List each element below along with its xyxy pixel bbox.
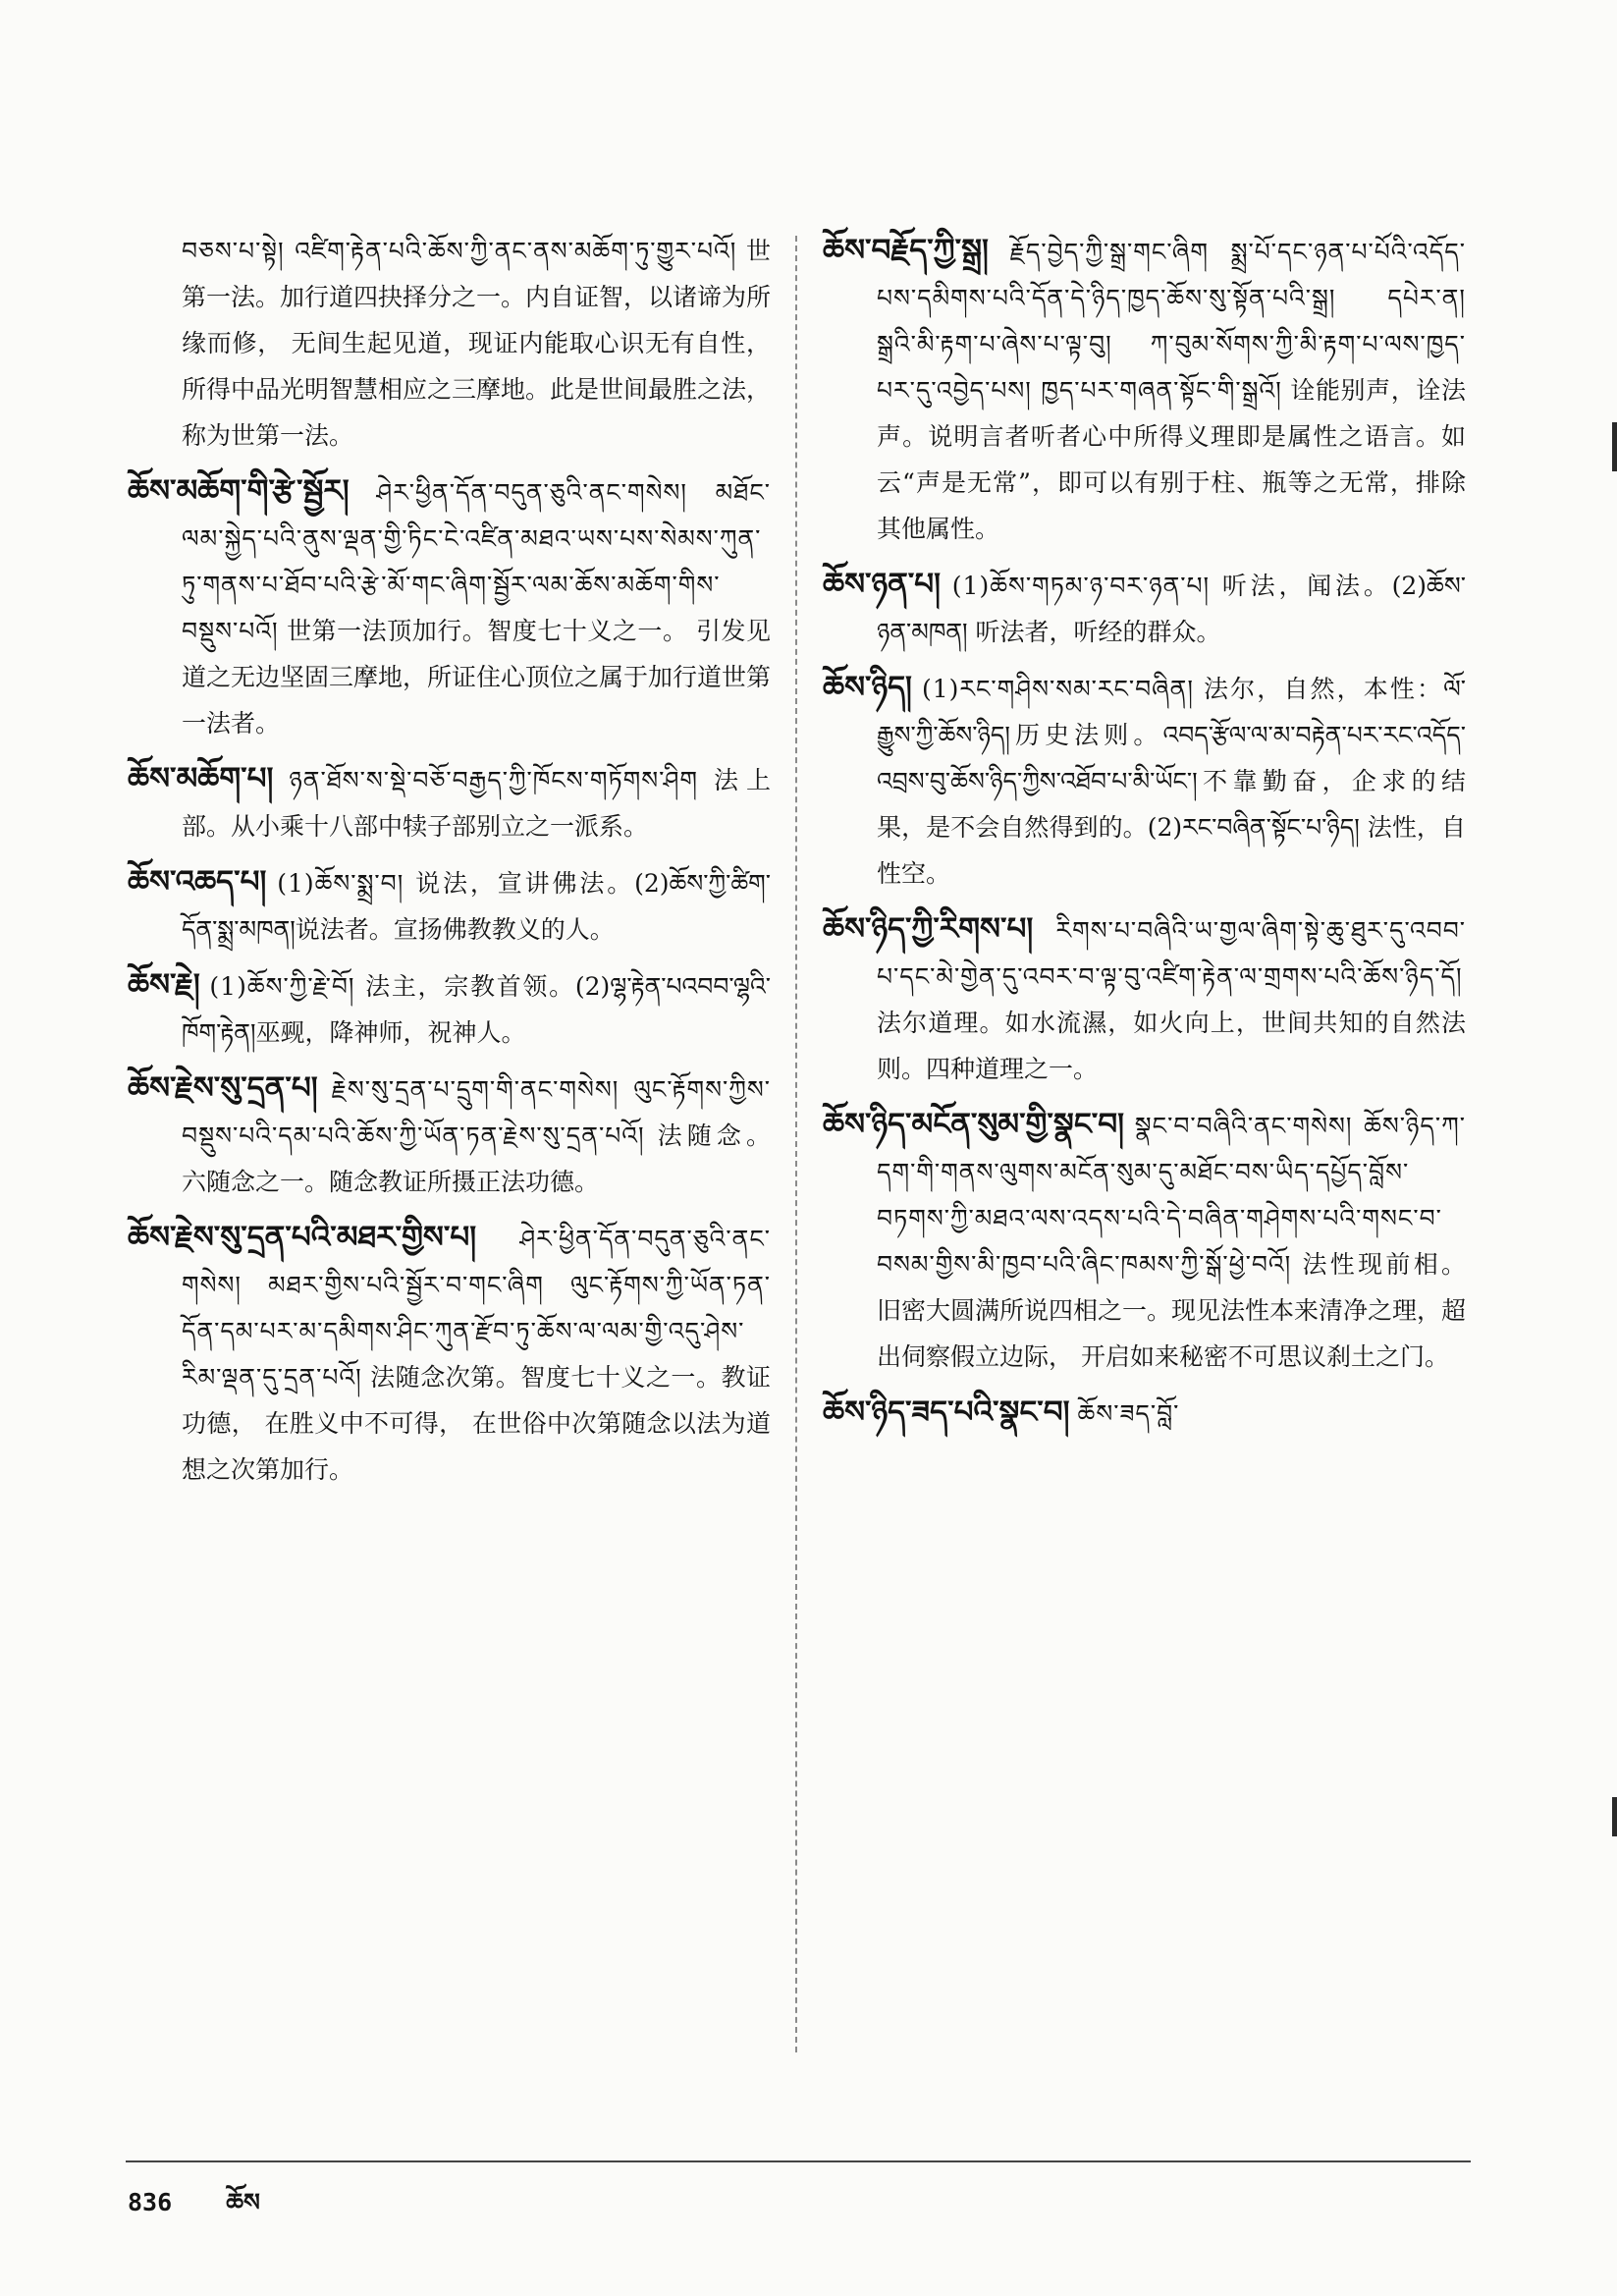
tibetan-definition: ཤེར་ཕྱིན་དོན་བདུན་ཅུའི་ནང་གསེས། མཐོང་ལམ་སྐྱེད་པའི་ནུས་ལྡན་གྱི་ཏིང་ངེ་འཛིན་མཐའ་ཡས་པས་སེམས་ཀུན་ཏུ་གནས་པ་ཐོབ་པའི་རྩེ་མོ་གང་ཞིག་སྦྱོར་ལམ་ཆོས་མཆོག་གིས་བསྡུས་པའོ། xyxy=(182,478,771,645)
chinese-definition: 法性现前相。旧密大圆满所说四相之一。现见法性本来清净之理，超出伺察假立边际， 开启如来秘密不可思议刹土之门。 xyxy=(877,1250,1467,1371)
entry-paragraph xyxy=(128,228,771,459)
chinese-definition: 世第一法。加行道四抉择分之一。内自证智，以诸谛为所缘而修， 无间生起见道，现证内能取心识无有自性， 所得中品光明智慧相应之三摩地。此是世间最胜之法，称为世第一法。 xyxy=(182,237,772,450)
headword: ཆོས་ཉན་པ། xyxy=(823,567,942,602)
dictionary-entry xyxy=(128,1215,771,1493)
chinese-definition: 法主，宗教首领。(2)ལྷ་རྟེན་པའབབ་ལྷའི་ཁོག་རྟེན།巫觋，降神师，祝神人。 xyxy=(182,972,771,1047)
dictionary-entry xyxy=(823,562,1466,655)
headword: ཆོས་མཆོག་པ། xyxy=(128,761,274,796)
entry-paragraph xyxy=(128,1066,771,1205)
chinese-definition: 法上部。从小乘十八部中犊子部别立之一派系。 xyxy=(182,766,771,841)
dictionary-entry xyxy=(128,859,771,953)
headword: ཆོས་འཆད་པ། xyxy=(128,864,267,900)
tibetan-definition: སྣང་བ་བཞིའི་ནང་གསེས། ཆོས་ཉིད་ཀ་དག་གི་གནས་ལུགས་མངོན་སུམ་དུ་མཐོང་བས་ཡིད་དཔྱོད་བློས་བཏགས་ཀྱི་མཐའ་ལས་འདས་པའི་དེ་བཞིན་གཤེགས་པའི་གསང་བ་བསམ་གྱིས་མི་ཁྱབ་པའི་ཞིང་ཁམས་ཀྱི་སྒོ་ཕྱེ་བའོ། xyxy=(877,1112,1466,1279)
dictionary-entry xyxy=(823,906,1466,1092)
dictionary-entry xyxy=(823,228,1466,552)
chinese-definition: 法尔，自然，本性：ལོ་རྒྱུས་ཀྱི་ཆོས་ཉིད།历史法则。འབད་རྩོལ་ལ་མ་བརྟེན་པར་རང་འདོད་འབྲས་བུ་ཆོས་ཉིད་ཀྱིས་འཐོབ་པ་མི་ཡོང་།不靠勤奋，企求的结果，是不会自然得到的。(2)རང་བཞིན་སྟོང་པ་ཉིད། 法性，自性空。 xyxy=(877,675,1466,888)
entry-paragraph xyxy=(823,562,1466,655)
chinese-definition: 世第一法顶加行。智度七十义之一。 引发见道之无边坚固三摩地，所证住心顶位之属于加行道世第一法者。 xyxy=(182,617,772,738)
entry-paragraph xyxy=(823,906,1466,1092)
tibetan-definition: (1)ཆོས་གཏམ་ཉ་བར་ཉན་པ། xyxy=(951,572,1222,600)
entry-paragraph xyxy=(128,859,771,953)
tibetan-definition: (1)ཆོས་སྨྲ་བ། xyxy=(277,869,416,898)
dictionary-entry xyxy=(823,1102,1466,1380)
chinese-definition: 法随念。六随念之一。随念教证所摄正法功德。 xyxy=(182,1121,771,1196)
dictionary-entry xyxy=(128,1066,771,1205)
page-number: 836 xyxy=(128,2188,173,2216)
headword: ཆོས་ཉིད་མངོན་སུམ་གྱི་སྣང་བ། xyxy=(823,1107,1124,1142)
running-head: ཆོས xyxy=(226,2188,260,2216)
tibetan-definition: (1)རང་གཤིས་སམ་རང་བཞིན། xyxy=(922,675,1194,703)
chinese-definition: 法尔道理。如水流濕，如火向上，世间共知的自然法则。四种道理之一。 xyxy=(877,1009,1466,1083)
entry-paragraph xyxy=(823,1390,1466,1437)
headword: ཆོས་ཉིད། xyxy=(823,670,912,705)
tibetan-definition: ཆོས་ཟད་བློ་ xyxy=(1077,1399,1180,1428)
left-column xyxy=(128,228,771,1503)
headword: ཆོས་མཆོག་གི་རྩེ་སྦྱོར། xyxy=(128,473,350,509)
tibetan-definition: རིགས་པ་བཞིའི་ཡ་གྱལ་ཞིག་སྟེ་ཆུ་ཐུར་དུ་འབབ་པ་དང་མེ་གྱེན་དུ་འབར་བ་ལྟ་བུ་འཛིག་རྟེན་ལ་གྲགས་པའི་ཆོས་ཉིད་དོ། xyxy=(877,916,1466,991)
entry-paragraph xyxy=(128,468,771,746)
page-footer xyxy=(128,2174,260,2244)
footer-rule xyxy=(126,2160,1471,2162)
dictionary-entry xyxy=(823,665,1466,897)
entry-paragraph xyxy=(128,1215,771,1493)
entry-paragraph xyxy=(823,665,1466,897)
entry-paragraph xyxy=(128,962,771,1056)
entry-paragraph xyxy=(823,228,1466,552)
headword: ཆོས་རྗེ། xyxy=(128,967,200,1003)
right-column xyxy=(823,228,1466,1447)
tibetan-definition: ཤེར་ཕྱིན་དོན་བདུན་ཅུའི་ནང་གསེས། མཐར་གྱིས་པའི་སྦྱོར་བ་གང་ཞིག ལུང་རྟོགས་ཀྱི་ཡོན་ཏན་དོན་དམ་པར་མ་དམིགས་ཤིང་ཀུན་རྫོབ་ཏུ་ཆོས་ལ་ལམ་གྱི་འདུ་ཤེས་རིམ་ལྡན་དུ་དྲན་པའོ། xyxy=(182,1225,771,1392)
tibetan-definition: (1)ཆོས་ཀྱི་རྗེ་བོ། xyxy=(209,972,366,1001)
dictionary-entry xyxy=(128,756,771,849)
edge-mark xyxy=(1612,1797,1617,1836)
tibetan-definition: རྗེས་སུ་དྲན་པ་དྲུག་གི་ནང་གསེས། ལུང་རྟོགས་ཀྱིས་བསྡུས་པའི་དམ་པའི་ཆོས་ཀྱི་ཡོན་ཏན་རྗེས་སུ་དྲན་པའོ། xyxy=(182,1075,771,1150)
headword: ཆོས་རྗེས་སུ་དྲན་པ། xyxy=(128,1070,318,1106)
column-divider xyxy=(795,236,797,2052)
headword: ཆོས་ཉིད་ཟད་པའི་སྣང་བ། xyxy=(823,1394,1070,1430)
headword: ཆོས་རྗེས་སུ་དྲན་པའི་མཐར་གྱིས་པ། xyxy=(128,1220,477,1255)
chinese-definition: 听法，闻法。(2)ཆོས་ཉན་མཁན། 听法者，听经的群众。 xyxy=(877,572,1466,646)
dictionary-entry xyxy=(128,228,771,459)
chinese-definition: 法随念次第。智度七十义之一。教证功德， 在胜义中不可得， 在世俗中次第随念以法为道想之次第加行。 xyxy=(182,1363,771,1484)
entry-paragraph xyxy=(823,1102,1466,1380)
dictionary-entry xyxy=(823,1390,1466,1437)
chinese-definition: 说法，宣讲佛法。(2)ཆོས་ཀྱི་ཚིག་དོན་སྨྲ་མཁན།说法者。宣扬佛教教义的人。 xyxy=(182,869,771,944)
tibetan-definition: ཉན་ཐོས་ས་སྡེ་བཅོ་བརྒྱད་ཀྱི་ཁོངས་གཏོགས་ཤིག xyxy=(289,766,699,794)
entry-paragraph xyxy=(128,756,771,849)
edge-mark xyxy=(1612,422,1617,471)
headword: ཆོས་བརྗོད་ཀྱི་སྒྲ། xyxy=(823,233,989,268)
tibetan-definition: རྗོད་བྱེད་ཀྱི་སྒྲ་གང་ཞིག སྨྲ་པོ་དང་ཉན་པ་པོའི་འདོད་པས་དམིགས་པའི་དོན་དེ་ཉིད་ཁྱད་ཆོས་སུ་སྟོན་པའི་སྒྲ། དཔེར་ན། སྒྲའི་མི་རྟག་པ་ཞེས་པ་ལྟ་བུ། ཀ་བུམ་སོགས་ཀྱི་མི་རྟག་པ་ལས་ཁྱད་པར་དུ་འབྱེད་པས། ཁྱད་པར་གཞན་སྟོང་གི་སྒྲའོ། xyxy=(877,238,1466,405)
headword: ཆོས་ཉིད་ཀྱི་རིགས་པ། xyxy=(823,911,1034,947)
chinese-definition: 诠能别声，诠法声。说明言者听者心中所得义理即是属性之语言。如云“声是无常”，即可以有别于柱、瓶等之无常，排除其他属性。 xyxy=(877,376,1466,543)
dictionary-entry xyxy=(128,468,771,746)
tibetan-definition: བཅས་པ་སྟེ། འཛིག་རྟེན་པའི་ཆོས་ཀྱི་ནང་ནས་མཆོག་ཏུ་གྱུར་པའོ། xyxy=(182,237,737,265)
dictionary-entry xyxy=(128,962,771,1056)
